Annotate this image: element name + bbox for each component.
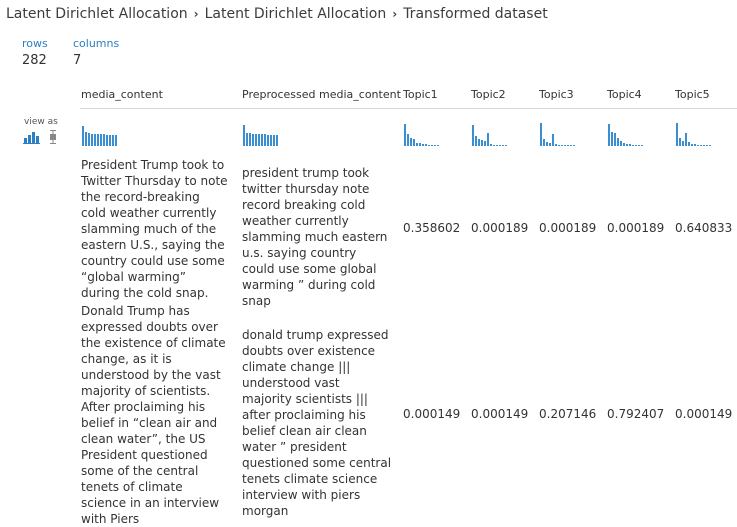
histogram-bar — [564, 145, 566, 146]
histogram-bar — [635, 145, 637, 146]
histogram-bar — [88, 133, 90, 146]
breadcrumb-separator: › — [392, 7, 398, 21]
histogram-bar — [493, 145, 495, 146]
histogram-bar — [484, 141, 486, 146]
histogram-bar — [94, 134, 96, 146]
histogram-bar — [546, 142, 548, 146]
histogram-bar — [573, 145, 575, 146]
histogram-bar — [676, 123, 678, 146]
histogram-bar — [614, 133, 616, 146]
histogram-bar — [434, 145, 436, 146]
histogram-bar — [502, 145, 504, 146]
histogram-bar — [437, 145, 439, 146]
cell-preprocessed: president trump took twitter thursday note record breaking cold weather currently slamming much eastern u.s. saying country could use some global warming ” during cold snap — [242, 166, 388, 308]
histogram-bar — [106, 135, 108, 146]
histogram-bar — [410, 138, 412, 146]
histogram-bar — [258, 134, 260, 146]
histogram-bar — [416, 143, 418, 146]
histogram-bar — [570, 145, 572, 146]
histogram-bar — [252, 134, 254, 146]
rows-value: 282 — [22, 53, 47, 68]
column-header-media-content[interactable]: media_content — [81, 88, 163, 101]
histogram-bar — [679, 138, 681, 146]
breadcrumb — [6, 6, 548, 22]
cell-topic5: 0.000149 — [675, 407, 733, 421]
histogram-topic1[interactable] — [404, 120, 444, 146]
histogram-bar — [543, 139, 545, 146]
cell-media-content: President Trump took to Twitter Thursday to note the record-breaking cold weather currently slamming much of the eastern U.S., saying the country could use some “global warming” during the cold snap. — [81, 158, 228, 300]
histogram-bar — [475, 136, 477, 146]
histogram-bar — [558, 145, 560, 146]
histogram-bar — [404, 124, 406, 146]
cell-topic3: 0.000189 — [539, 221, 597, 235]
histogram-bar — [709, 145, 711, 146]
columns-value: 7 — [73, 53, 82, 68]
histogram-bar — [561, 145, 563, 146]
boxplot-view-icon[interactable] — [50, 130, 56, 144]
column-header-topic3[interactable]: Topic3 — [539, 88, 574, 101]
breadcrumb-separator: › — [193, 7, 199, 21]
histogram-bar — [685, 133, 687, 146]
histogram-bar — [246, 133, 248, 146]
column-header-topic4[interactable]: Topic4 — [607, 88, 642, 101]
histogram-bar — [505, 145, 507, 146]
histogram-bar — [617, 138, 619, 146]
histogram-bar — [608, 124, 610, 146]
histogram-bar — [632, 145, 634, 146]
histogram-bar — [478, 139, 480, 146]
histogram-bar — [688, 142, 690, 146]
histogram-bar — [638, 145, 640, 146]
histogram-bar — [115, 135, 117, 146]
histogram-topic2[interactable] — [472, 120, 512, 146]
histogram-bar — [472, 125, 474, 146]
histogram-bar — [499, 145, 501, 146]
cell-media-content: Donald Trump has expressed doubts over the existence of climate change, as it is understood by the vast majority of scientists. After proclaiming his belief in “clean air and clean water”, the US President questioned some of the central tenets of climate science in an interview with Piers — [81, 304, 226, 526]
histogram-topic3[interactable] — [540, 120, 580, 146]
histogram-bar — [422, 144, 424, 146]
histogram-bar — [100, 134, 102, 146]
cell-topic2: 0.000149 — [471, 407, 529, 421]
histogram-bar — [249, 133, 251, 146]
histogram-bar — [682, 141, 684, 146]
histogram-bar — [703, 145, 705, 146]
cell-preprocessed: donald trump expressed doubts over existence climate change ||| understood vast majority scientists ||| after proclaiming his belief clean air clean water ” president questioned some central tenets climate science interview with piers morgan — [242, 328, 392, 518]
histogram-bar — [273, 135, 275, 146]
histogram-bar — [540, 123, 542, 146]
histogram-bar — [109, 135, 111, 146]
cell-topic4: 0.000189 — [607, 221, 665, 235]
histogram-bar — [706, 145, 708, 146]
histogram-preprocessed[interactable] — [243, 120, 283, 146]
view-as-toggle — [23, 130, 63, 144]
histogram-bar — [255, 134, 257, 146]
histogram-topic5[interactable] — [676, 120, 716, 146]
column-header-topic2[interactable]: Topic2 — [471, 88, 506, 101]
histogram-bar — [413, 139, 415, 146]
histogram-bar — [623, 143, 625, 146]
histogram-bar — [419, 143, 421, 146]
histogram-bar — [103, 134, 105, 146]
histogram-bar — [496, 145, 498, 146]
view-as-label: view as — [24, 117, 58, 127]
histogram-bar — [243, 125, 245, 146]
histogram-bar — [97, 134, 99, 146]
header-divider — [80, 108, 737, 109]
histogram-bar — [431, 145, 433, 146]
histogram-bar — [552, 134, 554, 146]
rows-label: rows — [22, 37, 48, 50]
histogram-bar — [697, 145, 699, 146]
histogram-bar — [641, 145, 643, 146]
histogram-bar — [629, 144, 631, 146]
histogram-topic4[interactable] — [608, 120, 648, 146]
histogram-bar — [487, 133, 489, 146]
column-header-preprocessed[interactable]: Preprocessed media_content — [242, 88, 401, 101]
histogram-bar — [428, 145, 430, 146]
column-header-topic1[interactable]: Topic1 — [403, 88, 438, 101]
breadcrumb-item-current: Transformed dataset — [403, 6, 548, 22]
cell-topic4: 0.792407 — [607, 407, 665, 421]
cell-topic1: 0.358602 — [403, 221, 461, 235]
histogram-bar — [549, 143, 551, 146]
histogram-bar — [626, 144, 628, 146]
histogram-bar — [700, 145, 702, 146]
histogram-bar — [82, 126, 84, 146]
columns-label: columns — [73, 37, 120, 50]
histogram-bar — [267, 135, 269, 146]
histogram-bar — [567, 145, 569, 146]
histogram-bar — [694, 144, 696, 146]
cell-topic5: 0.640833 — [675, 221, 733, 235]
histogram-bar — [611, 132, 613, 146]
histogram-bar — [481, 140, 483, 146]
histogram-media-content[interactable] — [82, 120, 122, 146]
cell-topic2: 0.000189 — [471, 221, 529, 235]
histogram-bar — [691, 144, 693, 146]
histogram-bar — [276, 135, 278, 146]
histogram-bar — [620, 141, 622, 146]
histogram-bar — [270, 135, 272, 146]
histogram-bar — [407, 134, 409, 146]
histogram-bar — [264, 134, 266, 146]
histogram-view-icon[interactable] — [23, 132, 40, 144]
cell-topic1: 0.000149 — [403, 407, 461, 421]
histogram-bar — [490, 144, 492, 146]
histogram-bar — [425, 144, 427, 146]
breadcrumb-item-1[interactable]: Latent Dirichlet Allocation — [6, 6, 188, 22]
histogram-bar — [555, 144, 557, 146]
column-header-topic5[interactable]: Topic5 — [675, 88, 710, 101]
cell-topic3: 0.207146 — [539, 407, 597, 421]
histogram-bar — [85, 132, 87, 146]
histogram-bar — [112, 135, 114, 146]
histogram-bar — [261, 134, 263, 146]
breadcrumb-item-2[interactable]: Latent Dirichlet Allocation — [204, 6, 387, 22]
histogram-bar — [91, 134, 93, 146]
